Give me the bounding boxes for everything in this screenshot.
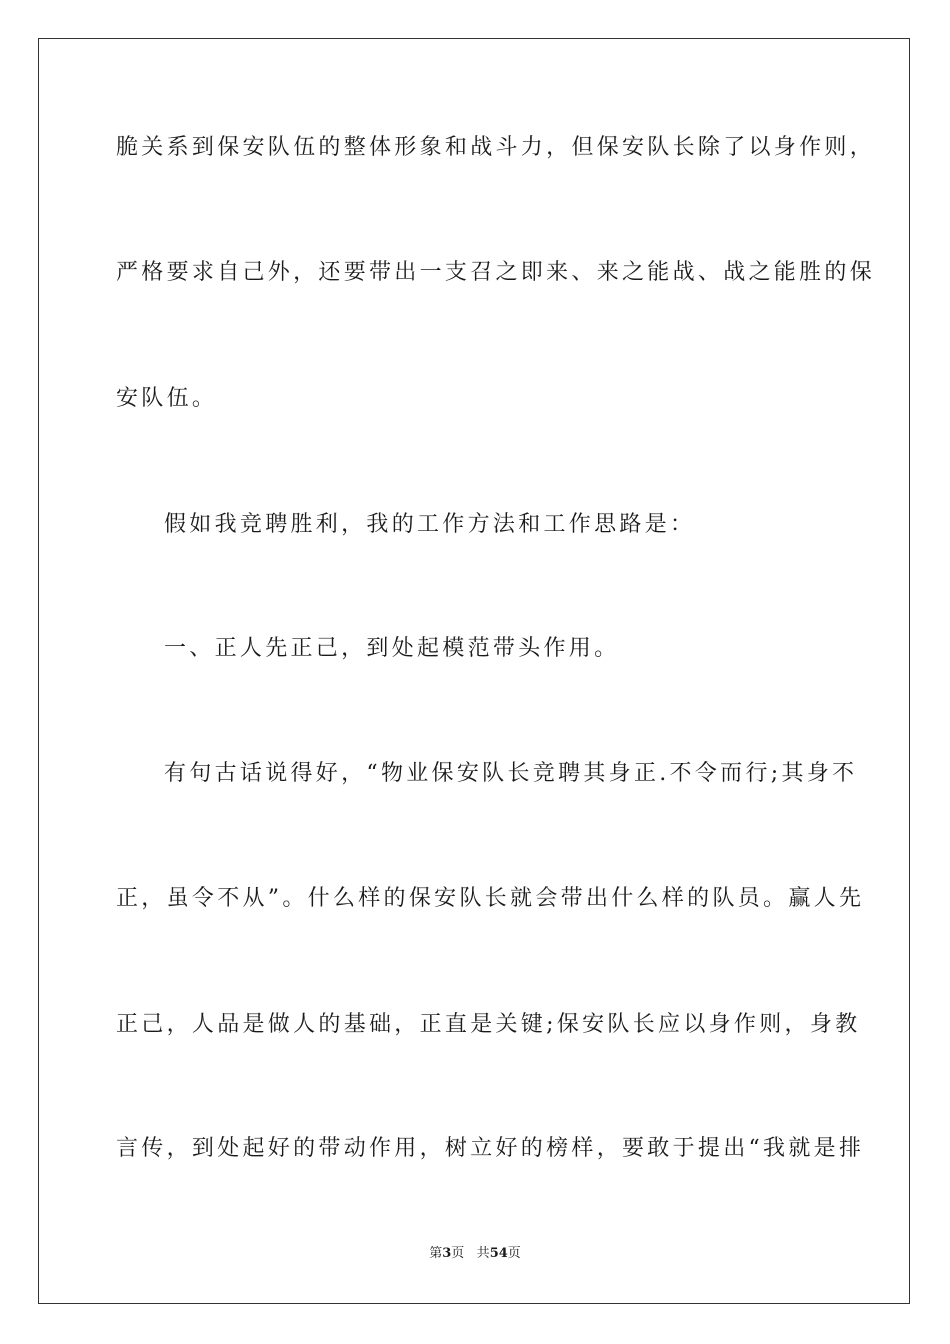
footer-total-prefix: 共	[476, 1246, 490, 1261]
footer-prefix: 第	[429, 1246, 443, 1261]
footer-total-pages: 54	[489, 1246, 508, 1261]
footer-page-unit: 页	[451, 1246, 465, 1261]
text-line-7: 正，虽令不从”。什么样的保安队长就会带出什么样的队员。赢人先	[116, 886, 865, 911]
footer-current-page: 3	[442, 1246, 452, 1261]
footer-total-unit: 页	[507, 1246, 521, 1261]
text-line-8: 正己，人品是做人的基础，正直是关键;保安队长应以身作则，身教	[116, 1012, 861, 1037]
page-border	[38, 38, 910, 1304]
text-line-4: 假如我竞聘胜利，我的工作方法和工作思路是：	[164, 512, 696, 537]
text-line-1: 脆关系到保安队伍的整体形象和战斗力，但保安队长除了以身作则，	[116, 135, 876, 160]
text-line-5: 一、正人先正己，到处起模范带头作用。	[164, 636, 620, 661]
page-footer	[0, 1245, 950, 1263]
text-line-9: 言传，到处起好的带动作用，树立好的榜样，要敢于提出“我就是排	[116, 1136, 865, 1161]
text-line-3: 安队伍。	[116, 386, 218, 411]
text-line-2: 严格要求自己外，还要带出一支召之即来、来之能战、战之能胜的保	[116, 260, 876, 285]
text-line-6: 有句古话说得好，“物业保安队长竞聘其身正.不令而行;其身不	[164, 761, 858, 786]
